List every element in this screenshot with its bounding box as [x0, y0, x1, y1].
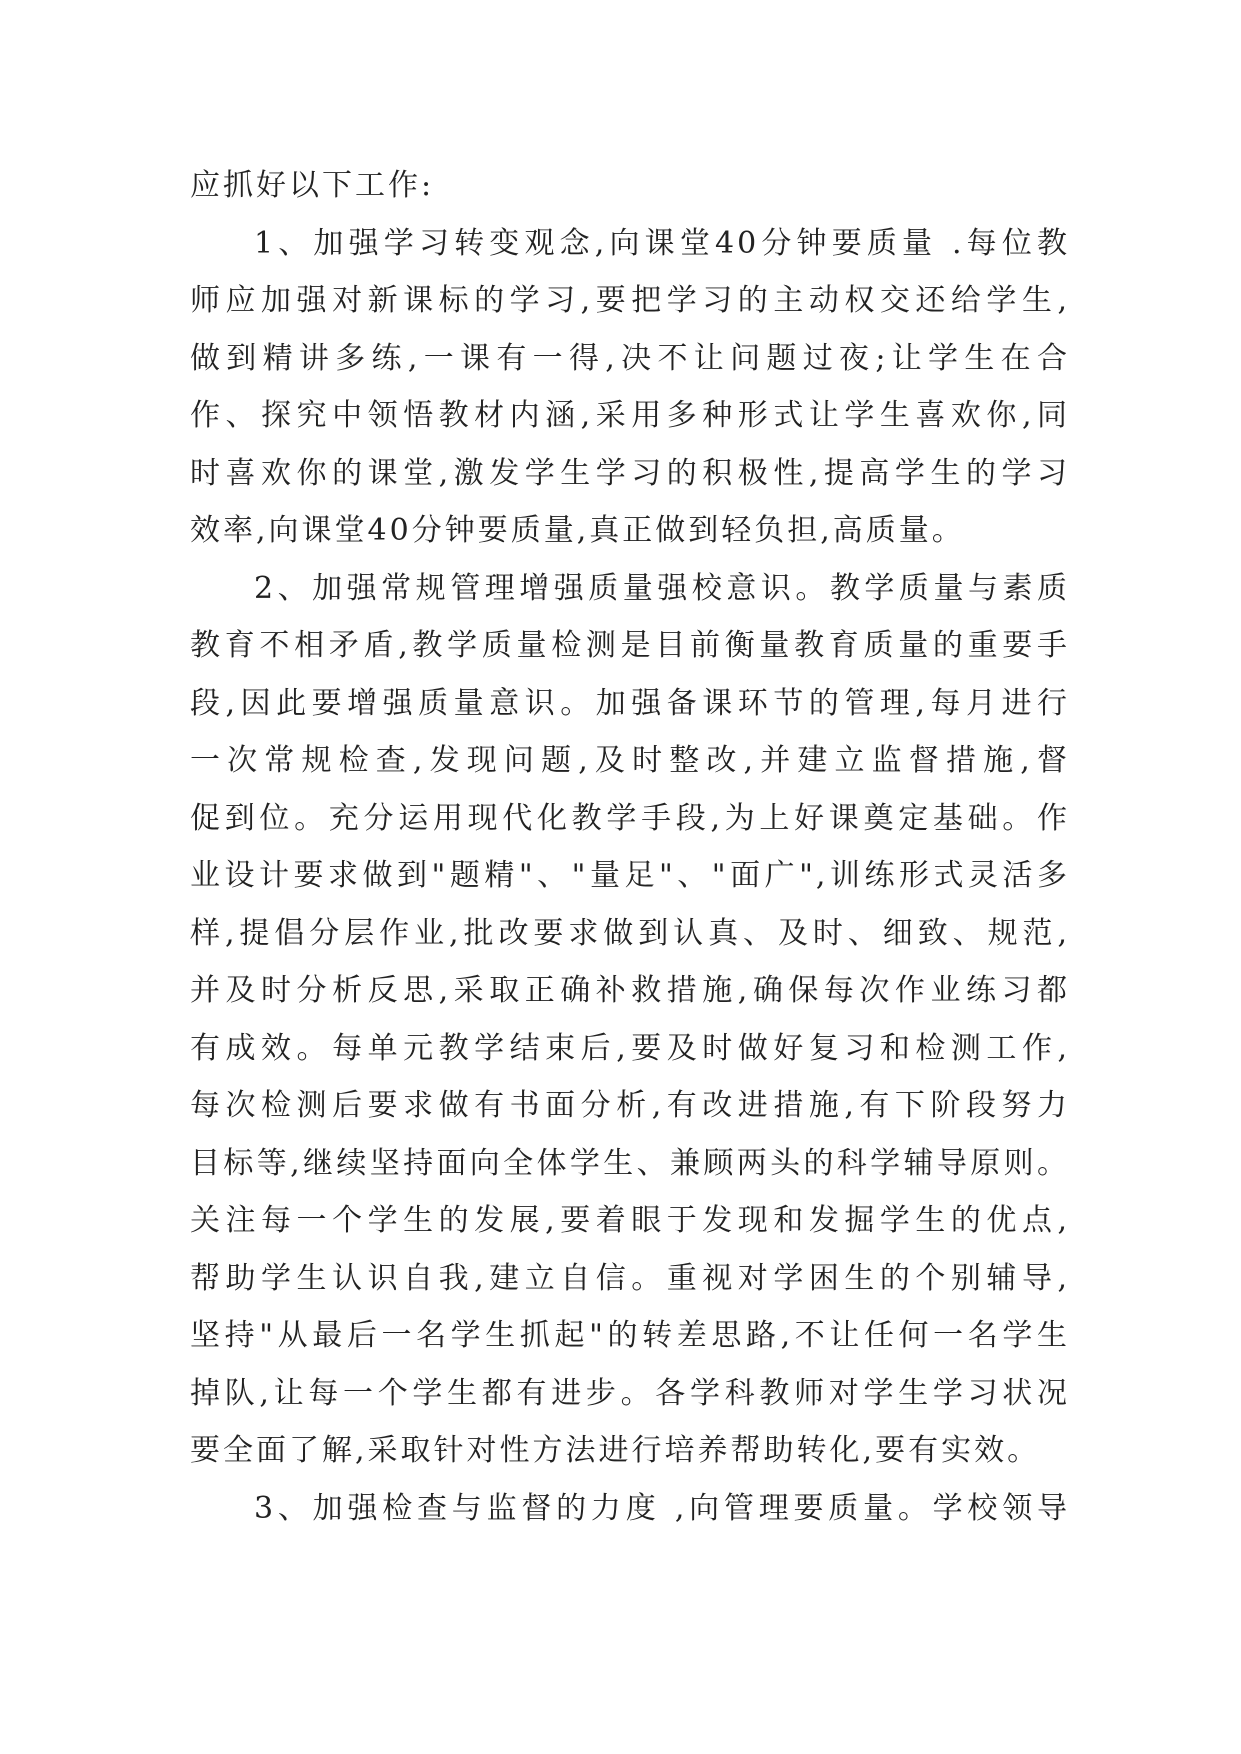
text-line: 师应加强对新课标的学习,要把学习的主动权交还给学生,: [190, 283, 1070, 318]
text-line: 促到位。充分运用现代化教学手段,为上好课奠定基础。作: [190, 800, 1070, 836]
text-line: 时喜欢你的课堂,激发学生学习的积极性,提高学生的学习: [190, 455, 1070, 491]
text-line: 每次检测后要求做有书面分析,有改进措施,有下阶段努力: [190, 1088, 1070, 1123]
text-line: 掉队,让每一个学生都有进步。各学科教师对学生学习状况: [190, 1375, 1070, 1411]
text-line: 坚持"从最后一名学生抓起"的转差思路,不让任何一名学生: [190, 1318, 1070, 1353]
text-line: 作、探究中领悟教材内涵,采用多种形式让学生喜欢你,同: [190, 398, 1070, 433]
paragraph-start-line: 1、加强学习转变观念,向课堂40分钟要质量 .每位教: [254, 225, 1070, 261]
text-line: 段,因此要增强质量意识。加强备课环节的管理,每月进行: [190, 685, 1070, 721]
text-line: 帮助学生认识自我,建立自信。重视对学困生的个别辅导,: [190, 1260, 1070, 1296]
text-line: 要全面了解,采取针对性方法进行培养帮助转化,要有实效。: [190, 1433, 1041, 1468]
text-line: 效率,向课堂40分钟要质量,真正做到轻负担,高质量。: [190, 513, 965, 548]
text-line: 应抓好以下工作:: [190, 168, 435, 203]
text-line: 目标等,继续坚持面向全体学生、兼顾两头的科学辅导原则。: [190, 1145, 1070, 1181]
text-line: 业设计要求做到"题精"、"量足"、"面广",训练形式灵活多: [190, 858, 1070, 893]
text-line: 做到精讲多练,一课有一得,决不让问题过夜;让学生在合: [190, 340, 1070, 376]
text-line: 一次常规检查,发现问题,及时整改,并建立监督措施,督: [190, 743, 1070, 778]
paragraph-start-line: 3、加强检查与监督的力度 ,向管理要质量。学校领导: [254, 1490, 1070, 1526]
text-line: 关注每一个学生的发展,要着眼于发现和发掘学生的优点,: [190, 1203, 1070, 1238]
text-line: 并及时分析反思,采取正确补救措施,确保每次作业练习都: [190, 973, 1070, 1008]
text-line: 样,提倡分层作业,批改要求做到认真、及时、细致、规范,: [190, 915, 1070, 951]
paragraph-start-line: 2、加强常规管理增强质量强校意识。教学质量与素质: [254, 570, 1070, 606]
text-line: 有成效。每单元教学结束后,要及时做好复习和检测工作,: [190, 1030, 1070, 1066]
text-line: 教育不相矛盾,教学质量检测是目前衡量教育质量的重要手: [190, 628, 1070, 663]
document-body: [190, 157, 1070, 1537]
